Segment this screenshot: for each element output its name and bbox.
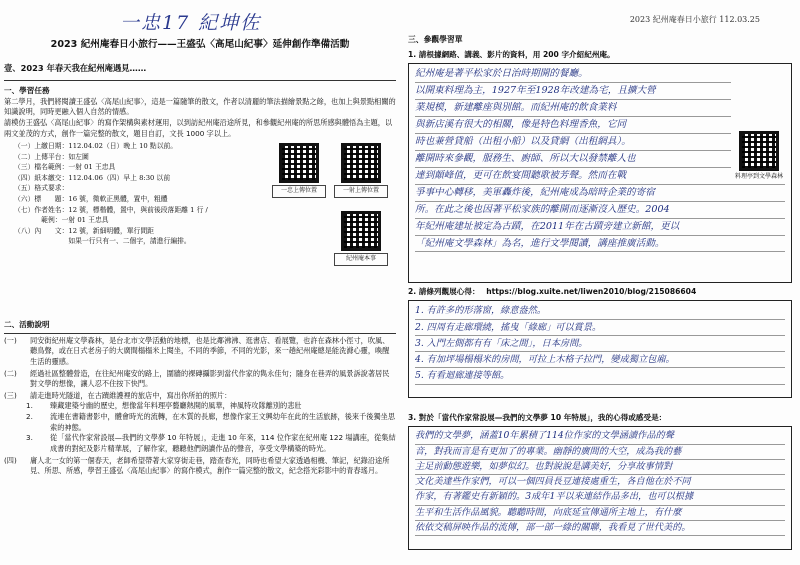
handwritten-line: 業規模，新建離座與別館。而紀州庵的飲食業料 bbox=[415, 100, 731, 117]
subitem-label: 1. bbox=[26, 401, 33, 411]
activity-text: 請走進時光隧道，在古蹟維護裡的旅店中，寫出你所拍的照片： bbox=[30, 390, 232, 400]
handwritten-line: 紀州庵是著平松家於日治時期開的餐廳。 bbox=[415, 66, 731, 83]
exhibit-link[interactable]: https://blog.xuite.net/liwen2010/blog/215086604 bbox=[486, 287, 697, 297]
section-one-heading: 壹、2023 年春天我在紀州庵遇見…… bbox=[4, 63, 147, 74]
qr-code-upload-2[interactable] bbox=[334, 143, 388, 198]
handwritten-line: 時也兼營貸船（出租小船）以及貸網（出租網具）。 bbox=[415, 134, 731, 151]
question-1: 1. 請根據網路、講義、影片的資料，用 200 字介紹紀州庵。 bbox=[408, 50, 615, 60]
handwritten-line: 依依交稿屏映作品的流傳，部一部一綠的關聯，我看見了世代美的。 bbox=[415, 521, 785, 536]
handwritten-line: 1. 有許多的形落窗，綠意盎然。 bbox=[415, 303, 785, 319]
field-line: （五）格式要求： bbox=[14, 184, 69, 193]
handwritten-line: 所。在此之後也因著平松家族的離開而逐漸沒入歷史。2004 bbox=[415, 202, 785, 219]
handwritten-student-name: 一忠17 紀坤佐 bbox=[120, 12, 262, 34]
handwritten-line: 5. 有看迴廊連接等館。 bbox=[415, 368, 785, 384]
subitem-label: 3. bbox=[26, 433, 33, 443]
field-line: 如果一行只有一、二個字，請進行編排。 bbox=[14, 237, 191, 246]
field-line: （四）紙本繳交：112.04.06（四）早上 8:30 以前 bbox=[14, 173, 171, 182]
qr-code-history[interactable] bbox=[732, 131, 786, 182]
right-column bbox=[408, 30, 792, 550]
subitem-text: 流連在書籍書影中，體會時光的流轉，在木質的長廊，想像作家王文興幼年在此的生活旅跡，後來千後獨坐思索的神態。 bbox=[50, 412, 396, 432]
handwritten-line: 與新店溪有很大的相關，像是特色料理香魚，它同 bbox=[415, 117, 731, 134]
field-line: （二）上傳平台：如左圖 bbox=[14, 152, 89, 161]
activity-text: 庸人北一女的第一個春天，老師希望帶著大家穿街走巷，踏查春光，同時也希望大家透過相機、筆記，紀錄沿途所見、所思、所感，學習王盛弘〈高尾山紀事〉的寫作模式，創作一篇完整的散文，紀念搭光彩影中的青春瑤月。 bbox=[30, 455, 390, 476]
activity-item bbox=[4, 336, 396, 368]
submission-fields bbox=[14, 141, 304, 246]
document-title: 2023 紀州庵春日小旅行——王盛弘〈高尾山紀事〉延伸創作準備活動 bbox=[50, 39, 350, 50]
activity-subitem bbox=[26, 433, 396, 454]
field-line: （一）上繳日期：112.04.02（日）晚上 10 點以前。 bbox=[14, 142, 178, 151]
subitem-label: 2. bbox=[26, 412, 33, 422]
activity-label: (一) bbox=[4, 335, 17, 345]
handwritten-line: 作家，有著鑑史有新穎的。3成年1平以來連結作品多出，也可以根據 bbox=[415, 490, 785, 505]
answer-3-box[interactable] bbox=[408, 426, 792, 550]
handwritten-line: 爭事中心轉移，美軍轟炸後，紀州庵成為暗時企業的寄宿 bbox=[415, 185, 785, 202]
part1-heading: 一、學習任務 bbox=[4, 86, 50, 96]
left-column bbox=[4, 30, 396, 477]
qr-code-upload-1[interactable] bbox=[272, 143, 326, 198]
handwritten-line: 離開時來參觀，服務生、廚師、所以大以發禁離人也 bbox=[415, 151, 731, 168]
activity-label: (二) bbox=[4, 368, 17, 378]
activity-label: (四) bbox=[4, 455, 17, 465]
field-line: （三）檔名範例：一射 01 王忠具 bbox=[14, 163, 116, 172]
qr-code-kishuan[interactable] bbox=[334, 211, 388, 266]
handwritten-line: 「紀州庵文學森林」為名，進行文學閱讀，講座推廣活動。 bbox=[415, 236, 785, 253]
submission-info bbox=[4, 141, 396, 319]
activity-subitem bbox=[26, 401, 396, 412]
divider bbox=[4, 80, 396, 81]
handwritten-line: 主足前動態遊樂，如夢似幻。也對說說是講美好，分享故事情對 bbox=[415, 460, 785, 475]
field-line: （七）作者姓名：12 號，標楷體，置中，與前後段落距離 1 行 / bbox=[14, 205, 208, 214]
activity-item bbox=[4, 391, 396, 402]
handwritten-line: 2. 四周有走廊環繞，搖曳「綠廊」可以賞景。 bbox=[415, 320, 785, 336]
divider bbox=[4, 333, 396, 334]
qr-code-image bbox=[279, 143, 319, 183]
handwritten-line: 文化美達些作家們，可以一個四員長豆連接處重生，各自他在於不同 bbox=[415, 475, 785, 490]
header-date: 2023 紀州庵春日小旅行 112.03.25 bbox=[629, 15, 760, 24]
handwritten-line: 音，對我而言是有更加了的專業。幽靜的廣間的大空，成為我的藝 bbox=[415, 445, 785, 460]
qr-code-image bbox=[341, 143, 381, 183]
part1-paragraph-2: 請模仿王盛弘〈高尾山紀事〉的寫作架構與素材運用，以到訪紀州庵沿途所見，和參觀紀州庵的所思所感與體悟為主題，以兩文並茂的方式，創作一篇完整的散文，題目自訂，文長 1000 字以上。 bbox=[4, 118, 393, 138]
handwritten-line: 我們的文學夢，涵蓋10年累積了114位作家的文學涵讀作品的聲 bbox=[415, 429, 785, 444]
activity-label: (三) bbox=[4, 390, 17, 400]
answer-2-box[interactable] bbox=[408, 300, 792, 398]
qr-code-label: 一忠上傳位置 bbox=[272, 185, 326, 198]
part1-paragraph-1: 第二學月，我們將閱讀王盛弘〈高尾山紀事〉，這是一篇隨筆的散文，作者以清麗的筆法描繪景點之餘，也加上與景點相關的知識說明，同時更融入個人自然的情感。 bbox=[4, 96, 396, 117]
handwritten-line: 年紀州庵建址被定為古蹟，在2011年在古蹟旁建立新館，更以 bbox=[415, 219, 785, 236]
question-2 bbox=[408, 286, 792, 297]
subitem-text: 臻藏建築兮幽的歷史，想像當年料理亭藝廳熱開的風華，神風特攻隊離別的悲壯 bbox=[50, 401, 302, 411]
part2-heading: 二、活動說明 bbox=[4, 320, 50, 330]
handwritten-line: 達到顛峰值，更可在飲宴間聽歌被芳聲。然而在戰 bbox=[415, 168, 785, 185]
question-3: 3. 對於「當代作家常設展—我們的文學夢 10 年特展」，我的心得或感受是： bbox=[408, 413, 667, 423]
qr-code-image bbox=[341, 211, 381, 251]
field-line: （八）內 文：12 號，新細明體，單行間距 bbox=[14, 226, 154, 235]
qr-code-label: 料理亭到文學森林 bbox=[734, 173, 783, 181]
question-2-label: 2. 請條列觀展心得： bbox=[408, 287, 480, 297]
qr-code-label: 紀州庵本事 bbox=[334, 253, 388, 266]
handwritten-line: 3. 入門左側都有有「床之間」，日本房間。 bbox=[415, 336, 785, 352]
handwritten-line: 4. 有加坪場榻榻米的房間，可拉上木格子拉門，變成獨立包廂。 bbox=[415, 352, 785, 368]
field-line: 範例：一射 01 王忠具 bbox=[14, 216, 109, 225]
activity-item bbox=[4, 456, 396, 477]
handwritten-line: 以開東料理為主，1927年至1928年改建為宅，且擴大營 bbox=[415, 83, 731, 100]
section-three-heading: 三、參觀學習單 bbox=[408, 35, 463, 44]
qr-code-label: 一射上傳位置 bbox=[334, 185, 388, 198]
activity-subitem bbox=[26, 412, 396, 433]
activity-item bbox=[4, 369, 396, 390]
handwritten-line: 生平和生活作品風貌。聽聽時間，向底延宣傳通所主地上，有什麼 bbox=[415, 506, 785, 521]
activity-text: 同安街紀州庵文學森林，是台北市文學活動的地標，也是比鄰沸沸、逛書店、看展覽，也許在森林小徑寸，吹風、聽鳥聲，或在日式老房子的大廣間榻榻米上閱坐，不同的季節，不同的光影，來一趟紀州庵總是能洗滌心靈，喚醒生活的靈感。 bbox=[30, 335, 390, 366]
subitem-text: 從「當代作家常設展—我們的文學夢 10 年特展」，走進 10 年來，114 位作家在紀州庵 122 場講座，從集結成書的對紀及影片精華展，了解作家，聽聽他們朗讀作品的聲音，享受文學構築的時光。 bbox=[50, 433, 396, 454]
activity-text: 經過社區整體營造，在往紀州庵安的路上，圍牆的裸磚攝影到當代作家的雋永佳句；隨身在巷弄的風景訴說著居民對文學的想像，讓人忍不住按下快門。 bbox=[30, 368, 390, 389]
qr-code-image bbox=[739, 131, 779, 171]
field-line: （六）標 題：16 號，微軟正黑體，置中，粗體 bbox=[14, 194, 168, 203]
